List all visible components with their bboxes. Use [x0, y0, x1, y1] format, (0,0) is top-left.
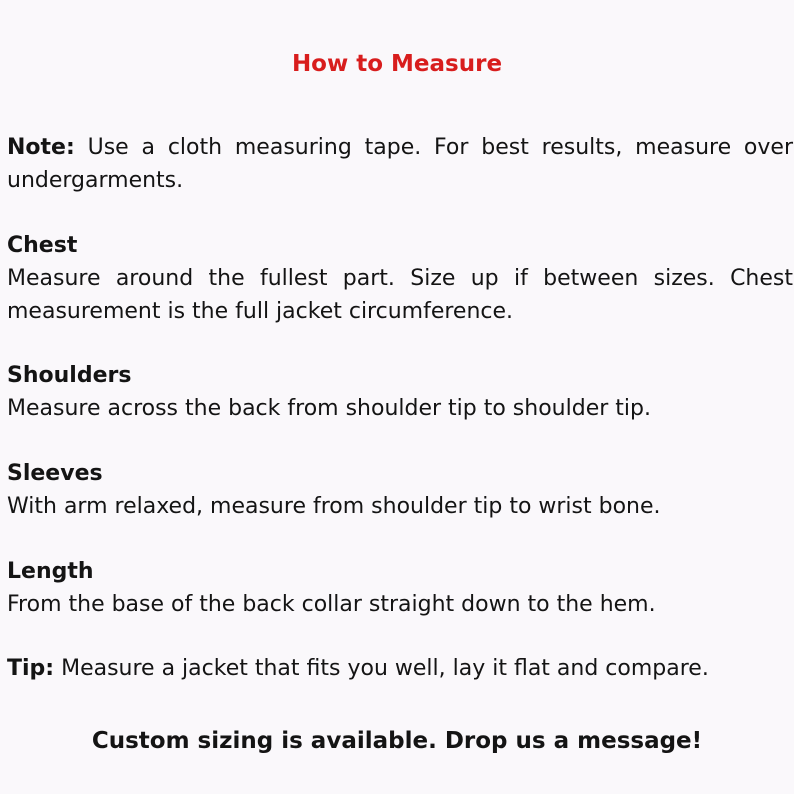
note-label: Note:	[7, 135, 75, 160]
section-shoulders	[7, 359, 793, 425]
custom-sizing-message: Custom sizing is available. Drop us a message!	[91, 728, 703, 754]
tip-text: Measure a jacket that fits you well, lay it flat and compare.	[61, 656, 709, 681]
section-chest	[7, 229, 793, 328]
chest-heading: Chest	[7, 233, 78, 258]
length-heading: Length	[7, 559, 94, 584]
tip-label: Tip:	[7, 656, 55, 681]
page-title: How to Measure	[291, 51, 503, 77]
shoulders-heading: Shoulders	[7, 363, 132, 388]
sleeves-text: With arm relaxed, measure from shoulder tip to wrist bone.	[7, 494, 661, 519]
chest-text: Measure around the fullest part. Size up if between sizes. Chest measurement is the full jacket circumference.	[7, 266, 793, 324]
sleeves-heading: Sleeves	[7, 461, 103, 486]
note-paragraph	[7, 131, 793, 197]
note-text: Use a cloth measuring tape. For best results, measure over undergarments.	[7, 135, 793, 193]
section-sleeves	[7, 457, 793, 523]
length-text: From the base of the back collar straight down to the hem.	[7, 592, 656, 617]
shoulders-text: Measure across the back from shoulder tip to shoulder tip.	[7, 396, 651, 421]
tip-paragraph	[7, 652, 793, 685]
section-length	[7, 555, 793, 621]
